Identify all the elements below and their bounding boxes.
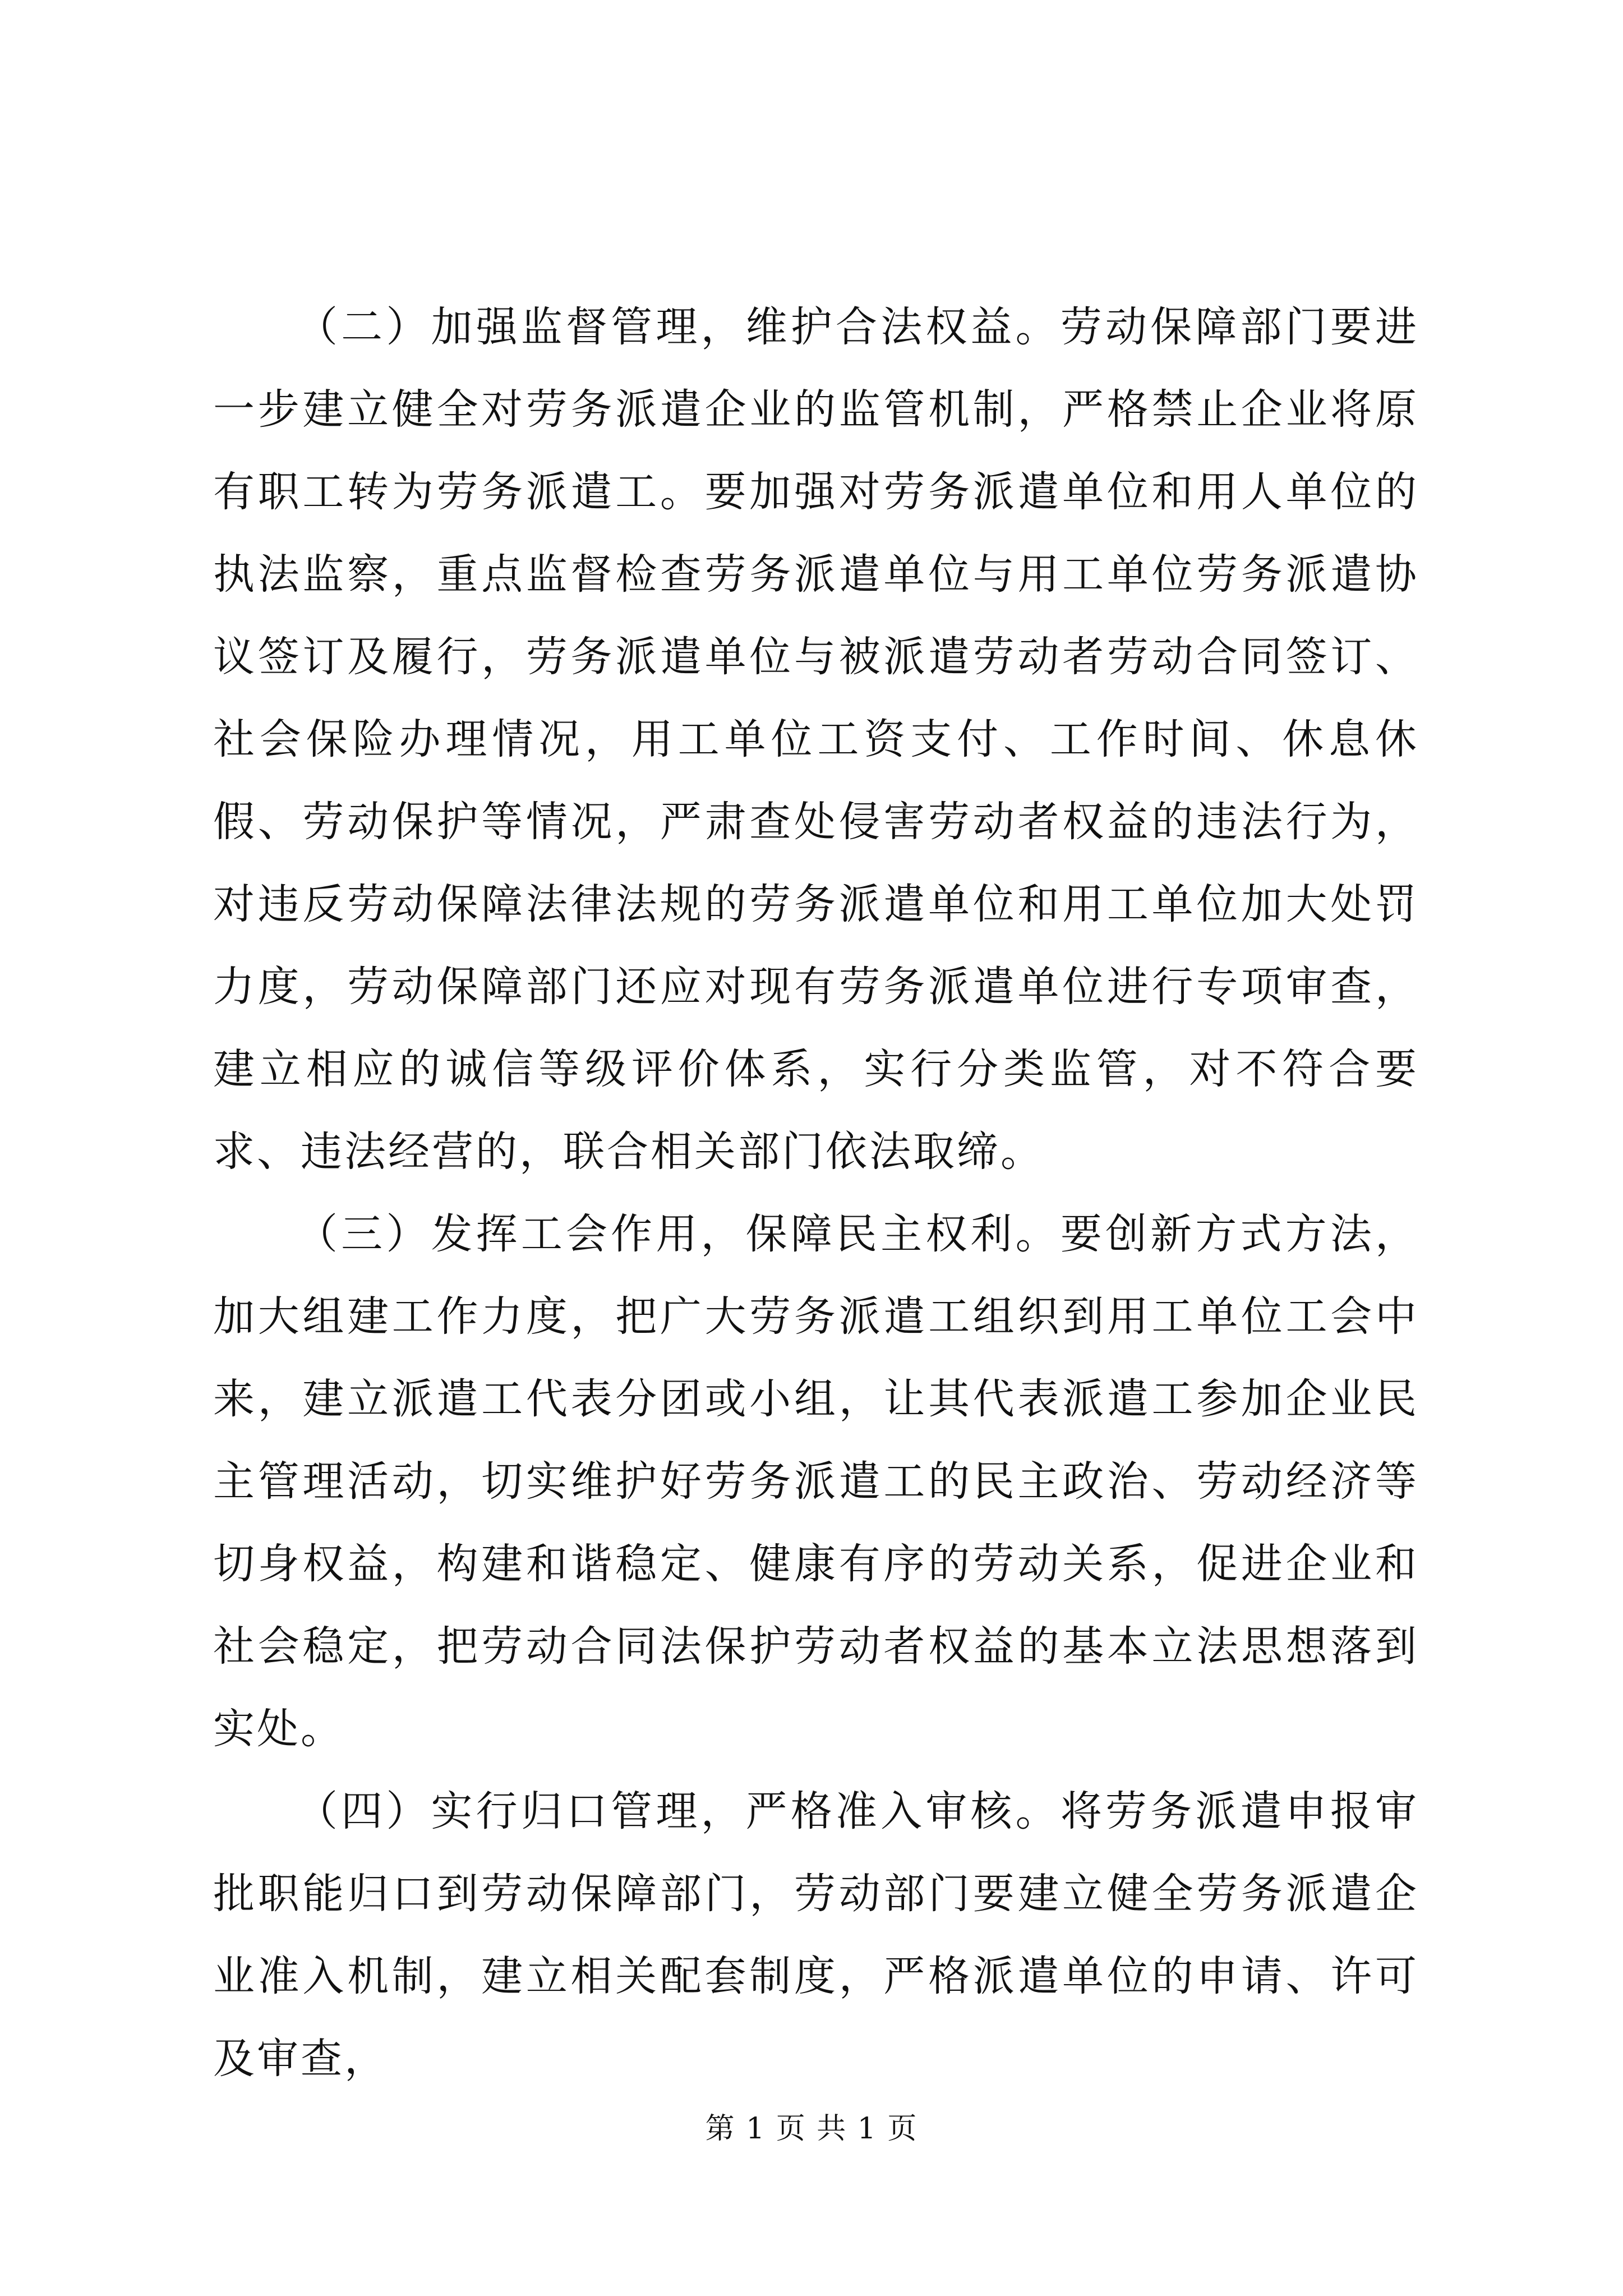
page-footer: 第 1 页 共 1 页: [705, 2112, 918, 2146]
paragraph-trade-union: （三）发挥工会作用，保障民主权利。要创新方式方法，加大组建工作力度，把广大劳务派遣工组织到用工单位工会中来，建立派遣工代表分团或小组，让其代表派遣工参加企业民主管理活动，切实维护好劳务派遣工的民主政治、劳动经济等切身权益，构建和谐稳定、健康有序的劳动关系，促进企业和社会稳定，把劳动合同法保护劳动者权益的基本立法思想落到实处。: [213, 1210, 1419, 1753]
document-body: [213, 286, 1419, 2100]
paragraph-centralized-management: （四）实行归口管理，严格准入审核。将劳务派遣申报审批职能归口到劳动保障部门，劳动部门要建立健全劳务派遣企业准入机制，建立相关配套制度，严格派遣单位的申请、许可及审查，: [213, 1787, 1419, 2083]
paragraph-supervision: （二）加强监督管理，维护合法权益。劳动保障部门要进一步建立健全对劳务派遣企业的监管机制，严格禁止企业将原有职工转为劳务派遣工。要加强对劳务派遣单位和用人单位的执法监察，重点监督检查劳务派遣单位与用工单位劳务派遣协议签订及履行，劳务派遣单位与被派遣劳动者劳动合同签订、社会保险办理情况，用工单位工资支付、工作时间、休息休假、劳动保护等情况，严肃查处侵害劳动者权益的违法行为，对违反劳动保障法律法规的劳务派遣单位和用工单位加大处罚力度，劳动保障部门还应对现有劳务派遣单位进行专项审查，建立相应的诚信等级评价体系，实行分类监管，对不符合要求、违法经营的，联合相关部门依法取缔。: [213, 303, 1419, 1176]
